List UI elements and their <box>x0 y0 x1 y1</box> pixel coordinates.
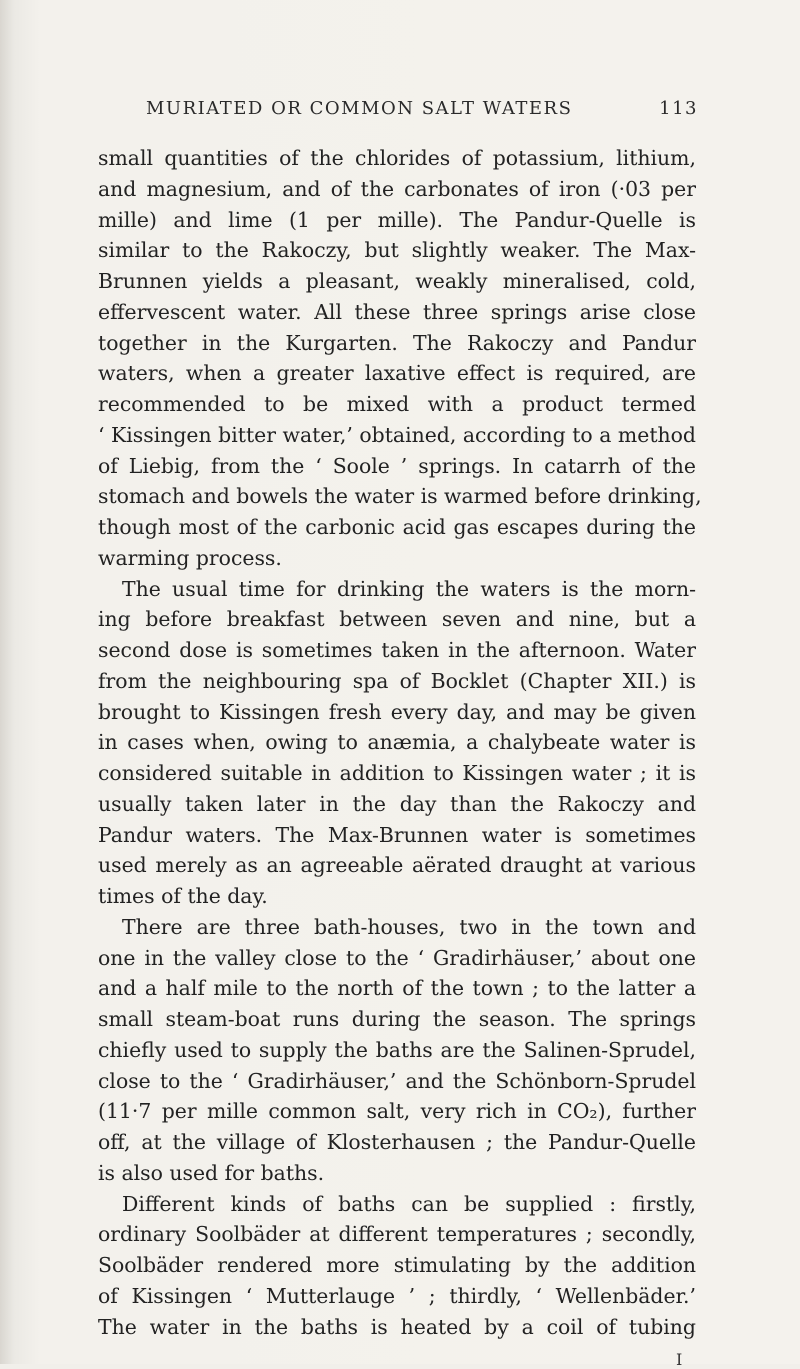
text-line: Different kinds of baths can be supplied : firstly, <box>122 1191 696 1216</box>
text-line: is also used for baths. <box>98 1160 325 1185</box>
text-line: of Kissingen ‘ Mutterlauge ’ ; thirdly, ‘ Wellenbäder.’ <box>98 1283 696 1308</box>
body-text <box>98 143 702 1342</box>
text-line: considered suitable in addition to Kissingen water ; it is <box>98 761 696 785</box>
text-line: brought to Kissingen fresh every day, and may be given <box>98 699 696 724</box>
text-line: effervescent water. All these three springs arise close <box>98 299 696 324</box>
page-number: 113 <box>659 98 698 119</box>
text-line: The water in the baths is heated by a coil of tubing <box>98 1314 696 1339</box>
text-line: in cases when, owing to anæmia, a chalybeate water is <box>98 730 696 755</box>
page-header <box>146 98 698 138</box>
text-line: chiefly used to supply the baths are the Salinen-Sprudel, <box>98 1037 696 1062</box>
text-line: and a half mile to the north of the town ; to the latter a <box>98 976 696 1001</box>
signature-mark: I <box>676 1350 683 1369</box>
text-line: close to the ‘ Gradirhäuser,’ and the Schönborn-Sprudel <box>98 1068 696 1093</box>
text-line: small steam-boat runs during the season. The springs <box>98 1007 696 1031</box>
text-line: from the neighbouring spa of Bocklet (Chapter XII.) is <box>98 668 696 693</box>
text-line: small quantities of the chlorides of potassium, lithium, <box>98 146 696 170</box>
text-line: (11·7 per mille common salt, very rich in CO₂), further <box>98 1099 696 1124</box>
text-line: Soolbäder rendered more stimulating by the addition <box>98 1253 696 1277</box>
text-line: There are three bath-houses, two in the town and <box>122 914 696 939</box>
text-line: though most of the carbonic acid gas escapes during the <box>98 515 696 539</box>
text-line: warming process. <box>98 545 282 570</box>
text-line: Brunnen yields a pleasant, weakly mineralised, cold, <box>98 269 696 293</box>
text-line: times of the day. <box>98 884 268 908</box>
running-head: MURIATED OR COMMON SALT WATERS <box>146 98 573 119</box>
text-line: ‘ Kissingen bitter water,’ obtained, according to a method <box>98 422 696 447</box>
text-line: second dose is sometimes taken in the afternoon. Water <box>98 638 696 662</box>
text-line: similar to the Rakoczy, but slightly weaker. The Max- <box>98 238 696 263</box>
text-line: of Liebig, from the ‘ Soole ’ springs. In catarrh of the <box>98 453 696 478</box>
text-line: ordinary Soolbäder at different temperatures ; secondly, <box>98 1222 696 1247</box>
text-line: waters, when a greater laxative effect is required, are <box>98 361 696 386</box>
text-line: off, at the village of Klosterhausen ; the Pandur-Quelle <box>98 1130 696 1154</box>
text-line: used merely as an agreeable aërated draught at various <box>98 853 696 878</box>
text-line: usually taken later in the day than the Rakoczy and <box>98 791 696 816</box>
text-line: recommended to be mixed with a product termed <box>98 392 696 416</box>
text-line: together in the Kurgarten. The Rakoczy and Pandur <box>98 330 696 355</box>
text-line: stomach and bowels the water is warmed before drinking, <box>98 484 702 509</box>
text-line: ing before breakfast between seven and nine, but a <box>98 607 696 632</box>
text-line: mille) and lime (1 per mille). The Pandur-Quelle is <box>98 207 696 232</box>
text-line: one in the valley close to the ‘ Gradirhäuser,’ about one <box>98 945 696 970</box>
text-line: Pandur waters. The Max-Brunnen water is sometimes <box>98 822 696 847</box>
text-line: The usual time for drinking the waters is the morn- <box>122 576 696 601</box>
text-line: and magnesium, and of the carbonates of iron (·03 per <box>98 176 696 201</box>
